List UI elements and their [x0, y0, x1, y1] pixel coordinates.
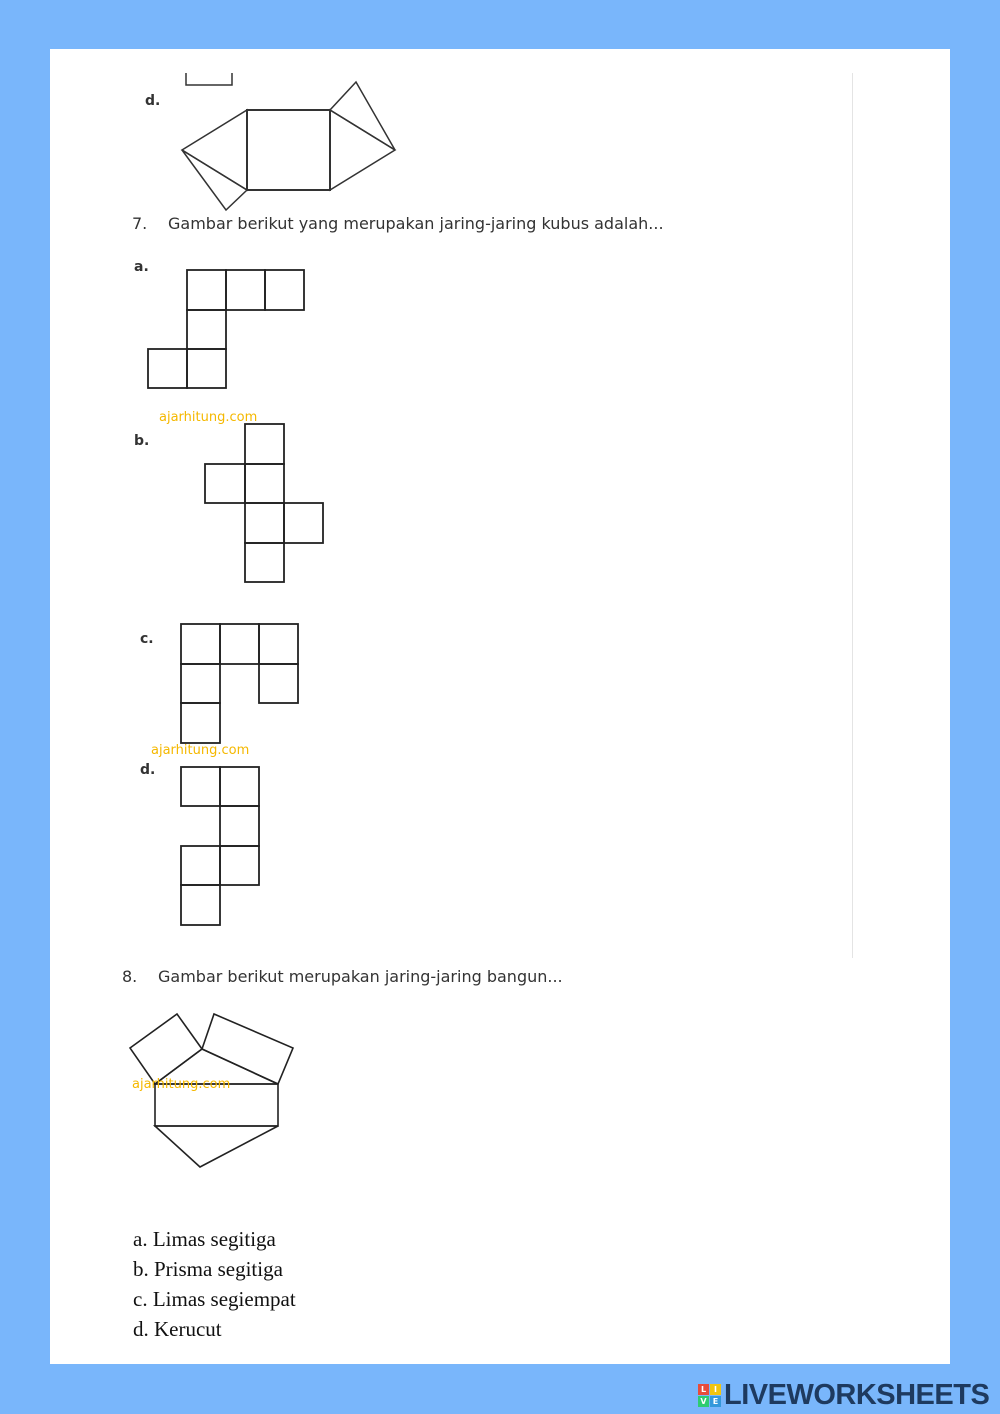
liveworksheets-logo[interactable]	[698, 1378, 989, 1412]
liveworksheets-logo-text: LIVEWORKSHEETS	[724, 1378, 990, 1411]
q8-option-a: a. Limas segitiga	[133, 1227, 276, 1251]
question-7-text: Gambar berikut yang merupakan jaring-jaring kubus adalah...	[168, 214, 664, 233]
question-8-number: 8.	[122, 967, 138, 986]
logo-letter-e: E	[710, 1396, 721, 1407]
watermark-text: ajarhitung.com	[132, 1077, 231, 1092]
q7-option-a-label: a.	[134, 259, 149, 275]
q7-option-d-label: d.	[140, 762, 156, 778]
liveworksheets-logo-icon	[698, 1384, 721, 1407]
watermark-text: ajarhitung.com	[151, 743, 250, 758]
logo-letter-i: I	[710, 1384, 721, 1395]
worksheet-page	[50, 49, 950, 1364]
question-7-number: 7.	[132, 214, 148, 233]
watermark-text: ajarhitung.com	[159, 410, 258, 425]
q8-option-c: c. Limas segiempat	[133, 1287, 296, 1311]
q7-option-c-label: c.	[140, 631, 154, 647]
q8-option-b: b. Prisma segitiga	[133, 1257, 283, 1281]
logo-letter-v: V	[698, 1396, 709, 1407]
q8-prism-net	[50, 49, 350, 1199]
page-divider-line	[852, 73, 853, 958]
logo-letter-l: L	[698, 1384, 709, 1395]
q7-option-b-label: b.	[134, 433, 150, 449]
q8-option-d: d. Kerucut	[133, 1317, 222, 1341]
q6-option-d-label: d.	[145, 93, 161, 109]
question-8-text: Gambar berikut merupakan jaring-jaring bangun...	[158, 967, 563, 986]
